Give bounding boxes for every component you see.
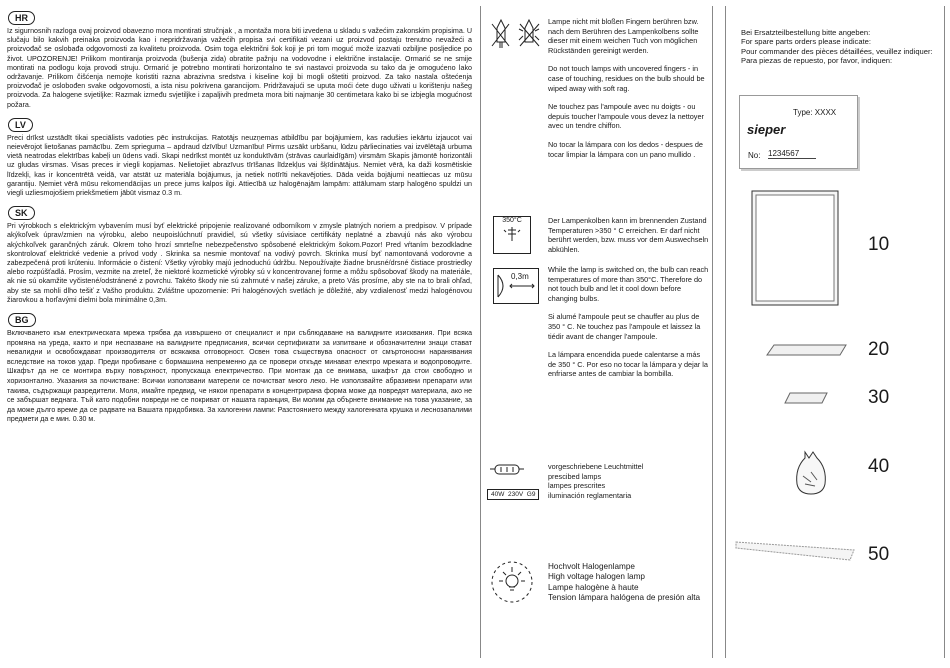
lang-badge-sk: SK [8,206,35,220]
lamp-spec-box: 40W 230V G9 [487,489,539,500]
section-hr [6,8,472,110]
lang-badge-lv: LV [8,118,33,132]
spare-line-fr: Pour commander des pièces détaillées, veuillez indiquer: [741,46,933,56]
warning-de: Lampe nicht mit bloßen Fingern berühren bzw. nach dem Berühren des Lampenkolbens sollte dieser mit einem weichen Tuch von möglichen Rückständen gereinigt werden. [548,17,699,55]
section-bg [6,310,472,425]
small-plate-part-image [784,392,828,404]
lamp-text-es: iluminación reglamentaria [548,490,632,500]
warning-dist-en: While the lamp is switched on, the bulb can reach temperatures of more than 350°C. Therefore do not touch bulb and let it cool down before changing bulbs. [548,265,709,303]
language-sections [6,8,472,430]
hot-temperature-icon [493,216,531,254]
brand-logo: sieper [747,122,786,137]
warning-text-distance [548,265,710,379]
lang-badge-hr: HR [8,11,35,25]
number-label: No: [748,151,761,160]
part-number-20: 20 [868,339,890,360]
high-voltage-text [548,562,710,603]
distance-icon [493,268,539,304]
section-text-lv: Preci drīkst uzstādīt tikai speciālists vadoties pēc instrukcijas. Ratotājs neuzņemas atbildību par bojājumiem, kas radušies iekārtu izjaucot vai neievērojot lietošanas pamācību. Zem sprieguma – apdraud dzīvību! Uzmanību! Pirms uzsākt urbšanu, lūdzu pārliecinaties vai izvēlētajā urbuma vietā neatrodas elektrības kabeļi un ūdens vadi. Skapi nedrīkst montēt uz konduktīvām (strāvas caurlaidīgām) virsmām Skapis jāmontē horizontāli uz gludas virsmas. Visas preces ir viegli kopjamas. Nelietojiet abrazīvus tīrīšanas līdzekļus vai šķīdinātājus. Nemiet vērā, ka daži kosmētiskie līdzekļi, kas ir koncentrētā veidā, var atstāt uz materiāla bojājumus, ja netiek notīrīti nekavējoties. Dāda veida bojājumi neattiecas uz mūsu garantiju. Ņemiet vērā mūsu rekomendācijas un prece jums kalpos ilgi. Attiecībā uz halogēnajām lampām: attālumam starp halogēno spuldzi un viegli uzliesmojošiem priekšmetiem jābūt vismaz 0.3 m. [7,133,472,198]
prescribed-lamp-text [548,462,710,500]
type-label-plate [739,95,858,169]
warning-fr: Ne touchez pas l'ampoule avec nu doigts - ou depuis toucher l'ampoule vous devez la nettoyer avec un tendre chiffon. [548,102,704,131]
section-text-hr: Iz sigurnosnih razloga ovaj proizvod obavezno mora montirati stručnjak , a montaža mora biti izvedena u skladu s važećim zakonskim propisima. U slučaju bilo kakvih preinaka proizvoda kao i nepridržavanja važećih propisa svi certifikati vezani uz proizvod postaju trenutno nevažeći a proizvođač se oslobađa odgovornosti za kvalitetu proizvoda. Osim toga električni šok koji je pri tom moguć može izazvati ozbiljne posljedice po život. UPOZORENJE! Prilikom montiranja proizvoda (bušenja zida) obratite pažnju na vodovodne i električne instalacije. Ormarić se ne smije montirati na podlogu koja provodi struju. Ormarić je potrebno montirati horizontalno te svi nastavci proizvoda su tako da je omogućeno lako održavanje. Prilikom čišćenja nemojte koristiti razna abrazivna sredstva i kiseline koji bi mogli oštetiti proizvod. Za tako nastala oštećenja proizvođač je oslobođen svake odgovornosti, a ista nisu pokrivena garancijom. Pridržavajući se uputa moći ćete dugo uživati u korištenju našeg proizvoda. Za halogene svjetiljke: Razmak između svjetiljke i zapaljivih predmeta mora biti najmanje 30 centimetara kako bi se izbjegla mogućnost požara. [7,27,472,109]
warning-dist-fr: Si alumé l'ampoule peut se chauffer au plus de 350 ° C. Ne touchez pas l'ampoule et laissez la tiédir avant de changer l'ampoule. [548,312,701,341]
warning-text-fingers [548,17,710,159]
number-value: 1234567 [768,149,816,159]
lamp-text-en: prescibed lamps [548,471,602,481]
no-bare-fingers-icon [487,16,543,56]
type-label: Type: XXXX [793,108,837,117]
part-number-30: 30 [868,387,890,408]
warning-temp-de: Der Lampenkolben kann im brennenden Zustand Temperaturen >350 ° C erreichen. Er darf nicht berührt werden, bzw. muss vor dem Auswechseln abkühlen. [548,216,709,254]
hv-text-fr: Lampe halogène à haute [548,582,639,592]
glass-shelf-part-image [766,344,848,356]
halogen-bulb-icon [489,462,525,478]
spare-line-es: Para piezas de repuesto, por favor, indiquen: [741,55,893,65]
warning-dist-es: La lámpara encendida puede calentarse a más de 350 ° C. Por eso no tocar la lámpara y dejar la enfriarse antes de cambiar la bombilla. [548,350,708,379]
distance-label: 0,3m [511,272,529,281]
spare-parts-instructions [741,28,933,65]
lamp-text-fr: lampes prescrites [548,481,606,491]
warning-es: No tocar la lámpara con los dedos - despues de tocar limpiar la lámpara con un pano mullido . [548,139,703,159]
section-lv [6,115,472,198]
warning-text-temperature [548,216,710,254]
hv-text-de: Hochvolt Halogenlampe [548,562,635,571]
mirror-part-image [751,190,839,306]
section-text-bg: Включването към електрическата мрежа трябва да извършено от специалист и при съблюдаване на валидните изисквания. При всяка промяна на уреда, както и при неспазване на валидните предписания, всички сертификати за изпитване и обозначителни знаци стават невалидни и освобождават производителя от всякаква отговорност. Освен това съществува опасност от смъртоносни наранявания вследствие на токов удар. Преди пробиване с бормашина непременно да се провери откъде минават електро мрежата и водопроводите. Шкафът да не се монтира върху повърхност, пропускаща електричество. При монтаж да се внимава, шкафът да стои свободно и хоризонтално. Указания за почистване: Всички използвани матерели се почистват много леко. Не използвайте абразивни препарати или такива, съдържащи разредители. Моля, имайте предвид, че някои препарати в концентрирана форма може да повредят материала, ако не се забършат веднага. Тъй като подобни повреди не се покриват от нашата гаранция, Ви молим да обърнете внимание на това указание, за да може дълго време да се радвате на Вашата придобивка. За халогенни лампи: Разстоянието между халогенната крушка и леснозапалими предмети да е мин. 0.30 м. [7,330,472,424]
section-text-sk: Pri výrobkoch s elektrickým vybavením musí byť elektrické pripojenie realizované odborníkom v zmysle platných noriem a predpisov. V prípade akýkoľvek úprav/zmien na výrobku, alebo neupoislúchnutí pravidiel, sú všetky súvisiace certifikáty neplatné a zbavujú nás ako výrobcu akýchkoľvek garančných záruk. Okrem toho hrozí smrteľne nebezpečenstvo spôsobené elektrickým šokom.Pozor! Pred vŕtaním bezodkladne skontrolovať elektrické vedenie a prívod vody . Skrinka sa nesmie montovať na vodivý povrch. Skrinka musí byť namontovaná vodorovne a zabezpečená proti krúteniu. Informácie o čistení: Všetky výrobky majú jednoduchú údržbu. Nepoužívajte žiadne brusné/drsné čistiace prostriedky alebo rozpúšťadlá. Prosím, vezmite na zreteľ, že niektoré kozmetické výrobky sú v koncentrovanej forme a môžu spôsobovať škody na materiále, ak nie sú okamžite vyčistené/odstránené z povrchu. Takéto škody nie sú zahrnuté v našej záruke, a preto Vás prosíme, aby ste na to brali ohľad, aby ste sa mohli dlho tešiť z Vašho produktu. Zvláštne upozornenie: Pri halogénových svetlách je dôležité, aby vzdialenosť medzi halogénovou žiarovkou a horľavými dielmi bola minimálne 0,3m. [7,222,472,304]
hv-text-es: Tension lámpara halógena de presión alta [548,592,701,602]
screw-bag-part-image [793,450,829,496]
temperature-label: 350°C [502,217,522,224]
lamp-text-de: vorgeschriebene Leuchtmittel [548,462,644,471]
part-number-10: 10 [868,234,890,255]
lang-badge-bg: BG [8,313,36,327]
hv-text-en: High voltage halogen lamp [548,572,645,582]
section-sk [6,203,472,305]
part-number-50: 50 [868,544,890,565]
warning-en: Do not touch lamps with uncovered fingers - in case of touching, residues on the bulb should be wiped away with soft rag. [548,64,705,93]
spare-parts-column [725,6,945,658]
spare-line-en: For spare parts orders please indicate: [741,37,872,47]
spare-line-de: Bei Ersatzteilbestellung bitte angeben: [741,28,871,37]
part-number-40: 40 [868,456,890,477]
profile-strip-part-image [734,538,858,564]
safety-column [480,6,713,658]
halogen-sun-icon [490,560,534,604]
